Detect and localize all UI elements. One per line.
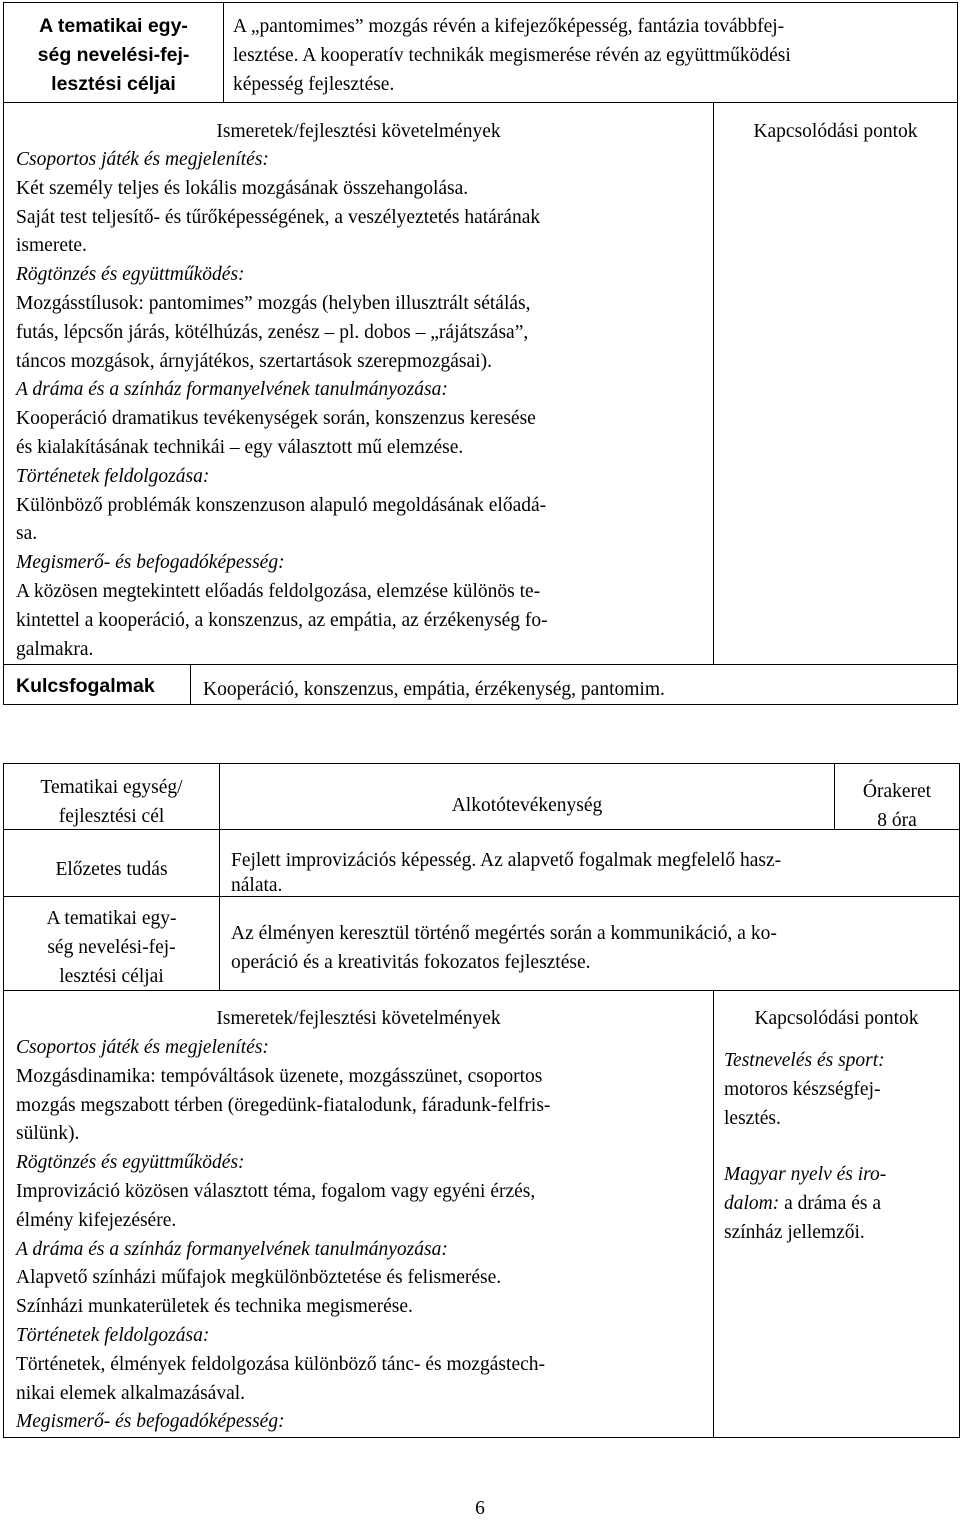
knowledge-line: nikai elemek alkalmazásával. — [16, 1382, 246, 1404]
knowledge-line: futás, lépcsőn járás, kötélhúzás, zenész – pl. dobos – „rájátszása”, — [16, 321, 529, 343]
aims-label — [4, 12, 223, 99]
connections-header: Kapcsolódási pontok — [753, 121, 918, 142]
knowledge-line: Történetek, élmények feldolgozása különböző tánc- és mozgástech- — [16, 1353, 545, 1375]
knowledge-header: Ismeretek/fejlesztési követelmények — [216, 121, 501, 142]
aims-text-line: képesség fejlesztése. — [233, 74, 395, 95]
prior-text-line: nálata. — [231, 875, 283, 896]
knowledge-line: sülünk). — [16, 1123, 80, 1145]
hours-value: 8 óra — [877, 810, 917, 831]
lower-aims-text — [231, 919, 777, 977]
knowledge-line: Két személy teljes és lokális mozgásának összehangolása. — [16, 177, 469, 199]
knowledge-content — [16, 1034, 550, 1437]
connections-header: Kapcsolódási pontok — [754, 1008, 919, 1029]
hours-label: Órakeret — [862, 781, 932, 802]
knowledge-line: Improvizáció közösen választott téma, fogalom vagy egyéni érzés, — [16, 1180, 536, 1202]
knowledge-line: Csoportos játék és megjelenítés: — [16, 1037, 269, 1058]
prior-label: Előzetes tudás — [55, 859, 168, 880]
knowledge-line: Megismerő- és befogadóképesség: — [16, 1411, 285, 1433]
aims-label-line: ség nevelési-fej- — [37, 44, 190, 66]
knowledge-header: Ismeretek/fejlesztési követelmények — [216, 1008, 501, 1029]
knowledge-line: élmény kifejezésére. — [16, 1209, 177, 1231]
knowledge-line: mozgás megszabott térben (öregedünk-fiatalodunk, fáradunk-felfris- — [16, 1094, 551, 1116]
knowledge-line: Mozgásstílusok: pantomimes” mozgás (helyben illusztrált sétálás, — [16, 292, 531, 314]
prior-text — [231, 848, 781, 898]
aims-text-line: lesztése. A kooperatív technikák megismerése révén az együttműködési — [233, 45, 791, 66]
knowledge-line: Színházi munkaterületek és technika megismerése. — [16, 1296, 413, 1318]
knowledge-line: Megismerő- és befogadóképesség: — [16, 552, 285, 574]
unit-label-line: Tematikai egység/ — [40, 777, 183, 798]
connections-content — [724, 1046, 885, 1133]
lower-aims-label — [4, 904, 219, 991]
knowledge-line: Alapvető színházi műfajok megkülönböztetése és felismerése. — [16, 1267, 502, 1289]
hu-text: a dráma és a — [779, 1193, 882, 1214]
knowledge-line: Csoportos játék és megjelenítés: — [16, 149, 269, 170]
unit-label-line: fejlesztési cél — [58, 806, 165, 827]
knowledge-line: A dráma és a színház formanyelvének tanulmányozása: — [16, 1238, 448, 1260]
knowledge-line: A dráma és a színház formanyelvének tanulmányozása: — [16, 379, 448, 401]
connections-hu — [724, 1160, 886, 1247]
aims-text — [233, 12, 791, 99]
hu-line-2 — [724, 1189, 886, 1218]
aims-label-line: ség nevelési-fej- — [47, 937, 176, 958]
knowledge-line: Történetek feldolgozása: — [16, 1324, 210, 1346]
aims-text-line: Az élményen keresztül történő megértés során a kommunikáció, a ko- — [231, 923, 777, 944]
knowledge-content — [16, 146, 548, 664]
aims-text-line: A „pantomimes” mozgás révén a kifejezőképesség, fantázia továbbfej- — [233, 16, 785, 37]
pe-line: lesztés. — [724, 1108, 781, 1129]
pe-title: Testnevelés és sport: — [724, 1050, 885, 1071]
knowledge-line: Történetek feldolgozása: — [16, 465, 210, 487]
knowledge-line: A közösen megtekintett előadás feldolgozása, elemzése különös te- — [16, 580, 541, 602]
knowledge-line: Rögtönzés és együttműködés: — [16, 264, 245, 286]
knowledge-line: ismerete. — [16, 235, 87, 257]
hours-box — [835, 777, 959, 835]
aims-label-line: lesztési céljai — [59, 966, 164, 987]
knowledge-line: táncos mozgások, árnyjátékos, szertartások szerepmozgásai). — [16, 350, 492, 372]
pe-line: motoros készségfej- — [724, 1079, 881, 1100]
aims-label-line: A tematikai egy- — [39, 15, 188, 37]
knowledge-line: galmakra. — [16, 638, 94, 660]
key-concepts-text: Kooperáció, konszenzus, empátia, érzékenység, pantomim. — [203, 679, 665, 700]
knowledge-line: sa. — [16, 523, 38, 545]
aims-text-line: operáció és a kreativitás fokozatos fejlesztése. — [231, 952, 591, 973]
aims-label-line: A tematikai egy- — [46, 908, 177, 929]
hu-title: Magyar nyelv és iro- — [724, 1164, 887, 1185]
aims-label-line: lesztési céljai — [51, 73, 176, 95]
knowledge-line: és kialakításának technikái – egy választott mű elemzése. — [16, 436, 464, 458]
unit-label — [4, 773, 219, 831]
knowledge-line: Saját test teljesítő- és tűrőképességének, a veszélyeztetés határának — [16, 206, 541, 228]
knowledge-line: Kooperáció dramatikus tevékenységek során, konszenzus keresése — [16, 408, 536, 430]
key-concepts-label: Kulcsfogalmak — [16, 675, 155, 697]
knowledge-line: kintettel a kooperáció, a konszenzus, az empátia, az érzékenység fo- — [16, 609, 548, 631]
knowledge-line: Különböző problémák konszenzuson alapuló megoldásának előadá- — [16, 494, 547, 516]
page-number: 6 — [475, 1498, 485, 1519]
knowledge-line: Mozgásdinamika: tempóváltások üzenete, mozgásszünet, csoportos — [16, 1065, 543, 1087]
unit-title: Alkotótevékenység — [451, 795, 603, 816]
prior-text-line: Fejlett improvizációs képesség. Az alapvető fogalmak megfelelő hasz- — [231, 850, 782, 871]
hu-line-3: színház jellemzői. — [724, 1222, 865, 1243]
hu-title-cont: dalom: — [724, 1193, 780, 1214]
knowledge-line: Rögtönzés és együttműködés: — [16, 1152, 245, 1174]
